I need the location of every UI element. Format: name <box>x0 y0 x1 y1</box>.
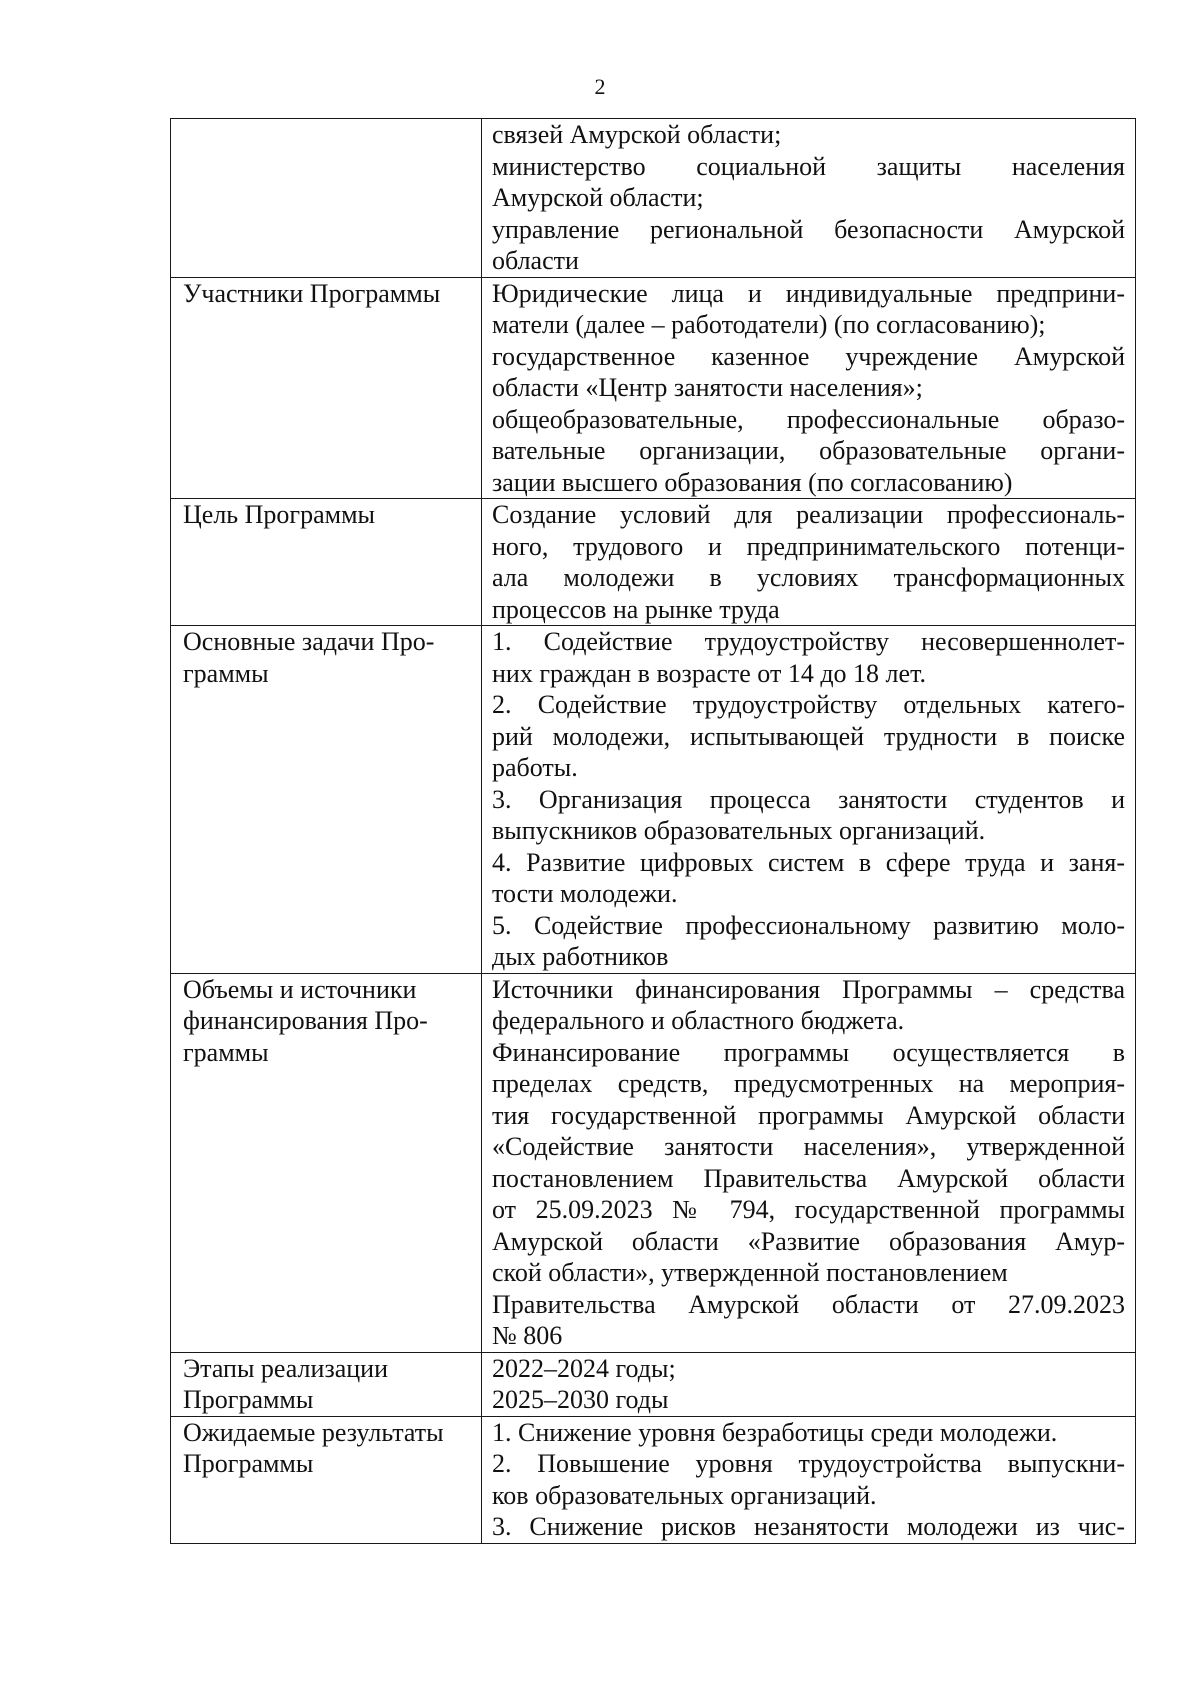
row-label-cell <box>171 499 482 626</box>
row-label-line: Программы <box>183 1449 314 1478</box>
row-label-line: Цель Программы <box>183 500 376 529</box>
row-value-line: связей Амурской области; <box>492 120 782 149</box>
row-label-line: граммы <box>183 658 269 688</box>
row-value-line: процессов на рынке труда <box>492 594 780 624</box>
row-value-line: 4. Развитие цифровых систем в сфере труда и заня- <box>492 847 1125 877</box>
row-value-line: пределах средств, предусмотренных на мероприя- <box>492 1069 1125 1098</box>
row-value-line: Правительства Амурской области от 27.09.2023 <box>492 1289 1125 1319</box>
row-value-line: выпускников образовательных организаций. <box>492 816 986 845</box>
row-value-line: «Содействие занятости населения», утвержденной <box>492 1132 1125 1161</box>
page-number: 2 <box>594 74 606 99</box>
row-value-line: 3. Организация процесса занятости студентов и <box>492 784 1125 814</box>
row-value-line: федерального и областного бюджета. <box>492 1006 905 1035</box>
row-value-cell <box>482 119 1136 278</box>
row-value-line: них граждан в возрасте от 14 до 18 лет. <box>492 658 926 688</box>
row-label-line: Программы <box>183 1385 314 1414</box>
row-value-line: 1. Содействие трудоустройству несовершеннолет- <box>492 627 1125 656</box>
row-value-line: Юридические лица и индивидуальные предприни- <box>492 278 1125 308</box>
row-value-line: Амурской области «Развитие образования Амур- <box>492 1226 1125 1256</box>
row-value-line: области <box>492 246 579 275</box>
row-value-line: № 806 <box>492 1321 563 1350</box>
row-value-line: ного, трудового и предпринимательского потенци- <box>492 531 1125 561</box>
row-value-cell <box>482 277 1136 499</box>
row-value-line: 1. Снижение уровня безработицы среди молодежи. <box>492 1417 1058 1447</box>
row-value-line: Создание условий для реализации профессиональ- <box>492 500 1125 529</box>
row-value-line: от 25.09.2023 № 794, государственной программы <box>492 1195 1125 1224</box>
row-value-cell <box>482 1416 1136 1543</box>
row-value-line: 5. Содействие профессиональному развитию моло- <box>492 910 1125 940</box>
row-label-line: Ожидаемые результаты <box>183 1417 444 1447</box>
row-value-line: Финансирование программы осуществляется в <box>492 1037 1125 1067</box>
row-label-line: граммы <box>183 1037 269 1067</box>
row-value-line: управление региональной безопасности Амурской <box>492 214 1125 244</box>
row-label-line: Объемы и источники <box>183 974 417 1004</box>
row-value-line: министерство социальной защиты населения <box>492 151 1125 181</box>
row-value-line: 3. Снижение рисков незанятости молодежи из чис- <box>492 1512 1125 1541</box>
row-value-line: тия государственной программы Амурской области <box>492 1100 1125 1130</box>
table-row <box>171 1352 1136 1416</box>
row-value-line: постановлением Правительства Амурской области <box>492 1163 1125 1193</box>
row-label-cell <box>171 1416 482 1543</box>
row-value-cell <box>482 973 1136 1352</box>
row-value-line: вательные организации, образовательные органи- <box>492 436 1125 465</box>
table-row <box>171 277 1136 499</box>
row-label-line: Этапы реализации <box>183 1353 388 1383</box>
row-value-line: работы. <box>492 753 578 782</box>
row-value-cell <box>482 499 1136 626</box>
row-value-line: 2. Содействие трудоустройству отдельных катего- <box>492 690 1125 719</box>
row-label-cell <box>171 1352 482 1416</box>
row-value-line: ской области», утвержденной постановлением <box>492 1258 1008 1287</box>
row-value-line: общеобразовательные, профессиональные образо- <box>492 404 1125 434</box>
row-value-line: зации высшего образования (по согласованию) <box>492 467 1013 497</box>
row-value-line: 2025–2030 годы <box>492 1385 669 1414</box>
table-row <box>171 1416 1136 1543</box>
row-value-line: тости молодежи. <box>492 879 678 908</box>
row-value-cell <box>482 1352 1136 1416</box>
table-body <box>171 119 1136 1544</box>
table-row <box>171 119 1136 278</box>
row-value-line: области «Центр занятости населения»; <box>492 373 923 402</box>
table-row <box>171 499 1136 626</box>
row-label-cell <box>171 973 482 1352</box>
row-value-line: Источники финансирования Программы – средства <box>492 974 1125 1004</box>
row-value-line: дых работников <box>492 942 669 971</box>
program-passport-table <box>170 118 1136 1544</box>
row-label-cell <box>171 119 482 278</box>
row-label-line: Участники Программы <box>183 278 441 308</box>
row-value-line: 2022–2024 годы; <box>492 1353 676 1383</box>
row-value-line: рий молодежи, испытывающей трудности в поиске <box>492 721 1125 751</box>
row-label-cell <box>171 626 482 974</box>
row-value-line: матели (далее – работодатели) (по согласованию); <box>492 310 1046 339</box>
row-value-line: государственное казенное учреждение Амурской <box>492 341 1125 371</box>
row-label-line: финансирования Про- <box>183 1006 428 1035</box>
row-value-line: ала молодежи в условиях трансформационных <box>492 563 1125 592</box>
table-row <box>171 626 1136 974</box>
row-value-line: 2. Повышение уровня трудоустройства выпускни- <box>492 1449 1125 1478</box>
row-value-line: Амурской области; <box>492 183 704 212</box>
row-value-cell <box>482 626 1136 974</box>
table-row <box>171 973 1136 1352</box>
row-label-line: Основные задачи Про- <box>183 627 435 656</box>
row-label-cell <box>171 277 482 499</box>
row-value-line: ков образовательных организаций. <box>492 1480 877 1510</box>
